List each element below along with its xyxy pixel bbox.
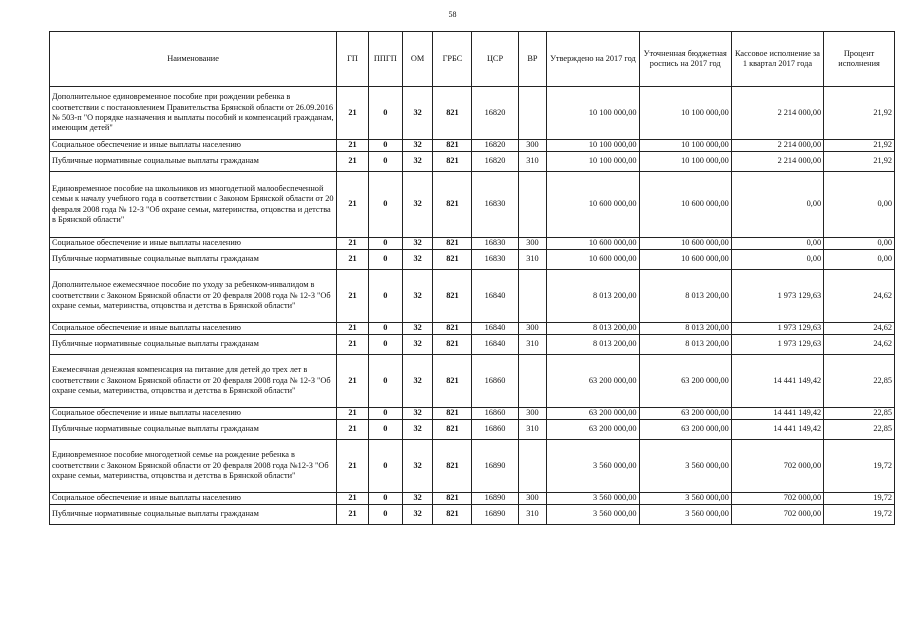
cell-refined: 63 200 000,00 — [639, 408, 731, 420]
cell-csr: 16830 — [472, 172, 518, 238]
cell-percent: 22,85 — [824, 408, 895, 420]
cell-vr: 300 — [518, 140, 547, 152]
cell-name: Социальное обеспечение и иные выплаты населению — [50, 493, 337, 505]
cell-pgp: 0 — [368, 408, 402, 420]
cell-cash: 702 000,00 — [731, 440, 823, 493]
cell-om: 32 — [402, 238, 433, 250]
cell-pgp: 0 — [368, 420, 402, 440]
table-row — [50, 152, 895, 172]
cell-name: Публичные нормативные социальные выплаты гражданам — [50, 420, 337, 440]
cell-grbs: 821 — [433, 152, 472, 172]
cell-gp: 21 — [337, 493, 369, 505]
cell-name: Единовременное пособие на школьников из многодетной малообеспеченной семьи к началу учебного года в соответствии с Законом Брянской области от 20 февраля 2008 года № 12-З "Об охране семьи, материнства, отцовства и детства в Брянской области" — [50, 172, 337, 238]
cell-grbs: 821 — [433, 355, 472, 408]
cell-cash: 2 214 000,00 — [731, 87, 823, 140]
cell-grbs: 821 — [433, 238, 472, 250]
cell-approved: 10 100 000,00 — [547, 87, 639, 140]
table-row — [50, 323, 895, 335]
table-row — [50, 172, 895, 238]
header-csr: ЦСР — [472, 32, 518, 87]
cell-percent: 22,85 — [824, 355, 895, 408]
cell-cash: 0,00 — [731, 238, 823, 250]
cell-name: Публичные нормативные социальные выплаты гражданам — [50, 335, 337, 355]
cell-gp: 21 — [337, 420, 369, 440]
cell-percent: 22,85 — [824, 420, 895, 440]
header-vr: ВР — [518, 32, 547, 87]
cell-name: Публичные нормативные социальные выплаты гражданам — [50, 250, 337, 270]
cell-vr — [518, 355, 547, 408]
cell-refined: 3 560 000,00 — [639, 493, 731, 505]
cell-percent: 19,72 — [824, 505, 895, 525]
cell-approved: 3 560 000,00 — [547, 440, 639, 493]
cell-approved: 8 013 200,00 — [547, 270, 639, 323]
cell-grbs: 821 — [433, 420, 472, 440]
cell-cash: 2 214 000,00 — [731, 140, 823, 152]
header-name: Наименование — [50, 32, 337, 87]
cell-percent: 0,00 — [824, 250, 895, 270]
cell-grbs: 821 — [433, 505, 472, 525]
header-gp: ГП — [337, 32, 369, 87]
cell-approved: 10 600 000,00 — [547, 238, 639, 250]
cell-grbs: 821 — [433, 87, 472, 140]
cell-name: Социальное обеспечение и иные выплаты населению — [50, 408, 337, 420]
cell-grbs: 821 — [433, 270, 472, 323]
cell-approved: 10 600 000,00 — [547, 172, 639, 238]
cell-cash: 702 000,00 — [731, 493, 823, 505]
cell-refined: 10 100 000,00 — [639, 87, 731, 140]
cell-vr: 310 — [518, 505, 547, 525]
cell-om: 32 — [402, 440, 433, 493]
cell-pgp: 0 — [368, 238, 402, 250]
cell-name: Ежемесячная денежная компенсация на питание для детей до трех лет в соответствии с Законом Брянской области от 20 февраля 2008 года № 12-З "Об охране семьи, материнства, отцовства и детства в Брянской области" — [50, 355, 337, 408]
cell-cash: 1 973 129,63 — [731, 335, 823, 355]
table-row — [50, 440, 895, 493]
cell-csr: 16860 — [472, 420, 518, 440]
cell-csr: 16820 — [472, 140, 518, 152]
cell-percent: 24,62 — [824, 323, 895, 335]
cell-om: 32 — [402, 505, 433, 525]
cell-grbs: 821 — [433, 440, 472, 493]
cell-percent: 24,62 — [824, 270, 895, 323]
cell-approved: 3 560 000,00 — [547, 493, 639, 505]
cell-csr: 16840 — [472, 335, 518, 355]
cell-gp: 21 — [337, 270, 369, 323]
cell-refined: 8 013 200,00 — [639, 323, 731, 335]
cell-gp: 21 — [337, 87, 369, 140]
cell-name: Дополнительное единовременное пособие при рождении ребенка в соответствии с постановлением Правительства Брянской области от 26.09.2016 № 503-п "О порядке назначения и выплаты пособий и компенсаций гражданам, имеющим детей" — [50, 87, 337, 140]
cell-gp: 21 — [337, 355, 369, 408]
cell-name: Дополнительное ежемесячное пособие по уходу за ребенком-инвалидом в соответствии с Законом Брянской области от 20 февраля 2008 года № 12-З "Об охране семьи, материнства, отцовства и детства в Брянской области" — [50, 270, 337, 323]
cell-pgp: 0 — [368, 323, 402, 335]
cell-csr: 16890 — [472, 493, 518, 505]
cell-cash: 2 214 000,00 — [731, 152, 823, 172]
cell-refined: 8 013 200,00 — [639, 335, 731, 355]
cell-approved: 10 100 000,00 — [547, 140, 639, 152]
cell-csr: 16860 — [472, 355, 518, 408]
cell-gp: 21 — [337, 335, 369, 355]
cell-pgp: 0 — [368, 172, 402, 238]
cell-refined: 8 013 200,00 — [639, 270, 731, 323]
cell-om: 32 — [402, 408, 433, 420]
table-row — [50, 238, 895, 250]
cell-cash: 14 441 149,42 — [731, 408, 823, 420]
header-refined: Уточненная бюджетная роспись на 2017 год — [639, 32, 731, 87]
cell-csr: 16890 — [472, 505, 518, 525]
page-number: 58 — [448, 10, 457, 19]
cell-approved: 10 600 000,00 — [547, 250, 639, 270]
cell-csr: 16890 — [472, 440, 518, 493]
cell-om: 32 — [402, 152, 433, 172]
cell-pgp: 0 — [368, 355, 402, 408]
cell-vr: 310 — [518, 420, 547, 440]
cell-om: 32 — [402, 87, 433, 140]
cell-name: Публичные нормативные социальные выплаты гражданам — [50, 152, 337, 172]
table-row — [50, 335, 895, 355]
cell-csr: 16820 — [472, 152, 518, 172]
cell-vr: 310 — [518, 152, 547, 172]
table-row — [50, 87, 895, 140]
cell-csr: 16840 — [472, 270, 518, 323]
header-approved: Утверждено на 2017 год — [547, 32, 639, 87]
cell-approved: 10 100 000,00 — [547, 152, 639, 172]
table-row — [50, 355, 895, 408]
cell-vr: 300 — [518, 493, 547, 505]
cell-grbs: 821 — [433, 323, 472, 335]
table-row — [50, 505, 895, 525]
cell-gp: 21 — [337, 152, 369, 172]
cell-approved: 63 200 000,00 — [547, 420, 639, 440]
cell-om: 32 — [402, 335, 433, 355]
table-row — [50, 408, 895, 420]
cell-gp: 21 — [337, 408, 369, 420]
cell-grbs: 821 — [433, 250, 472, 270]
cell-om: 32 — [402, 420, 433, 440]
cell-csr: 16840 — [472, 323, 518, 335]
cell-vr — [518, 172, 547, 238]
cell-approved: 63 200 000,00 — [547, 408, 639, 420]
cell-approved: 8 013 200,00 — [547, 335, 639, 355]
cell-vr: 300 — [518, 408, 547, 420]
cell-name: Публичные нормативные социальные выплаты гражданам — [50, 505, 337, 525]
cell-grbs: 821 — [433, 172, 472, 238]
cell-gp: 21 — [337, 172, 369, 238]
cell-percent: 24,62 — [824, 335, 895, 355]
cell-refined: 10 600 000,00 — [639, 238, 731, 250]
cell-percent: 19,72 — [824, 440, 895, 493]
cell-cash: 14 441 149,42 — [731, 355, 823, 408]
cell-approved: 3 560 000,00 — [547, 505, 639, 525]
cell-vr: 310 — [518, 250, 547, 270]
cell-pgp: 0 — [368, 505, 402, 525]
cell-percent: 0,00 — [824, 172, 895, 238]
cell-refined: 63 200 000,00 — [639, 355, 731, 408]
cell-refined: 3 560 000,00 — [639, 505, 731, 525]
cell-pgp: 0 — [368, 270, 402, 323]
cell-cash: 1 973 129,63 — [731, 270, 823, 323]
cell-om: 32 — [402, 140, 433, 152]
cell-cash: 14 441 149,42 — [731, 420, 823, 440]
cell-refined: 10 100 000,00 — [639, 140, 731, 152]
cell-approved: 8 013 200,00 — [547, 323, 639, 335]
cell-gp: 21 — [337, 505, 369, 525]
cell-grbs: 821 — [433, 335, 472, 355]
cell-vr: 300 — [518, 238, 547, 250]
cell-gp: 21 — [337, 440, 369, 493]
cell-csr: 16860 — [472, 408, 518, 420]
header-pgp: ППГП — [368, 32, 402, 87]
cell-percent: 0,00 — [824, 238, 895, 250]
cell-vr — [518, 440, 547, 493]
cell-grbs: 821 — [433, 408, 472, 420]
cell-name: Социальное обеспечение и иные выплаты населению — [50, 140, 337, 152]
cell-csr: 16820 — [472, 87, 518, 140]
cell-refined: 10 600 000,00 — [639, 172, 731, 238]
cell-cash: 0,00 — [731, 172, 823, 238]
cell-pgp: 0 — [368, 152, 402, 172]
cell-pgp: 0 — [368, 87, 402, 140]
cell-gp: 21 — [337, 250, 369, 270]
cell-percent: 21,92 — [824, 152, 895, 172]
header-grbs: ГРБС — [433, 32, 472, 87]
cell-csr: 16830 — [472, 238, 518, 250]
cell-vr — [518, 87, 547, 140]
header-cash: Кассовое исполнение за 1 квартал 2017 года — [731, 32, 823, 87]
table-row — [50, 270, 895, 323]
cell-percent: 19,72 — [824, 493, 895, 505]
cell-om: 32 — [402, 270, 433, 323]
cell-name: Единовременное пособие многодетной семье на рождение ребенка в соответствии с Законом Брянской области от 20 февраля 2008 года №12-З "Об охране семьи, материнства, отцовства и детства в Брянской области" — [50, 440, 337, 493]
cell-om: 32 — [402, 493, 433, 505]
cell-refined: 10 600 000,00 — [639, 250, 731, 270]
table-row — [50, 420, 895, 440]
cell-cash: 1 973 129,63 — [731, 323, 823, 335]
cell-pgp: 0 — [368, 140, 402, 152]
cell-percent: 21,92 — [824, 140, 895, 152]
cell-vr — [518, 270, 547, 323]
header-om: ОМ — [402, 32, 433, 87]
cell-om: 32 — [402, 172, 433, 238]
cell-pgp: 0 — [368, 250, 402, 270]
cell-pgp: 0 — [368, 335, 402, 355]
cell-refined: 63 200 000,00 — [639, 420, 731, 440]
cell-grbs: 821 — [433, 140, 472, 152]
header-percent: Процент исполнения — [824, 32, 895, 87]
cell-vr: 310 — [518, 335, 547, 355]
cell-refined: 3 560 000,00 — [639, 440, 731, 493]
cell-pgp: 0 — [368, 440, 402, 493]
cell-cash: 0,00 — [731, 250, 823, 270]
table-row — [50, 140, 895, 152]
cell-om: 32 — [402, 355, 433, 408]
cell-vr: 300 — [518, 323, 547, 335]
cell-om: 32 — [402, 250, 433, 270]
cell-name: Социальное обеспечение и иные выплаты населению — [50, 323, 337, 335]
cell-cash: 702 000,00 — [731, 505, 823, 525]
table-row — [50, 493, 895, 505]
cell-name: Социальное обеспечение и иные выплаты населению — [50, 238, 337, 250]
cell-csr: 16830 — [472, 250, 518, 270]
cell-percent: 21,92 — [824, 87, 895, 140]
budget-table — [49, 31, 895, 525]
cell-gp: 21 — [337, 140, 369, 152]
table-row — [50, 250, 895, 270]
cell-refined: 10 100 000,00 — [639, 152, 731, 172]
cell-om: 32 — [402, 323, 433, 335]
header-row — [50, 32, 895, 87]
cell-gp: 21 — [337, 238, 369, 250]
cell-pgp: 0 — [368, 493, 402, 505]
cell-gp: 21 — [337, 323, 369, 335]
cell-grbs: 821 — [433, 493, 472, 505]
cell-approved: 63 200 000,00 — [547, 355, 639, 408]
